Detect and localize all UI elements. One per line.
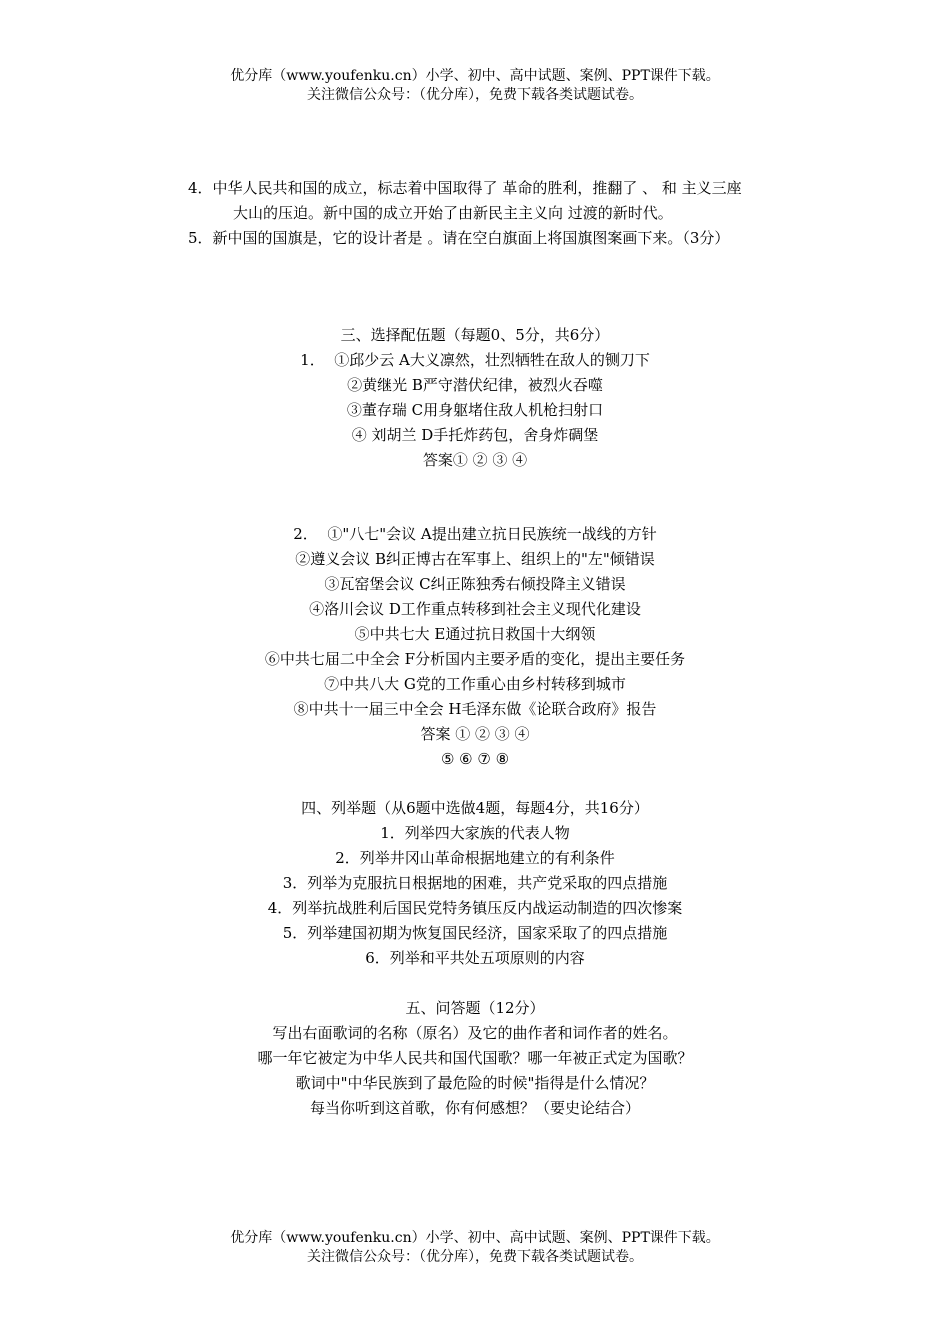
- section-3-matching-q2: [0, 522, 950, 772]
- list-item: 4．列举抗战胜利后国民党特务镇压反内战运动制造的四次惨案: [267, 899, 683, 917]
- matching-q2-line: ⑧中共十一届三中全会 H毛泽东做《论联合政府》报告: [293, 700, 657, 718]
- matching-q2-line: ④洛川会议 D工作重点转移到社会主义现代化建设: [309, 600, 641, 618]
- matching-q1-answer: 答案① ② ③ ④: [422, 451, 528, 469]
- matching-q2-line: ⑥中共七届二中全会 F分析国内主要矛盾的变化，提出主要任务: [264, 650, 686, 668]
- list-item: 6．列举和平共处五项原则的内容: [365, 949, 585, 967]
- footer-line-2: 关注微信公众号：（优分库），免费下载各类试题试卷。: [307, 1249, 643, 1265]
- section-4-enumeration: [0, 796, 950, 971]
- list-item: 5．列举建国初期为恢复国民经济，国家采取了的四点措施: [282, 924, 668, 942]
- matching-q2-line: ⑤中共七大 E通过抗日救国十大纲领: [354, 625, 596, 643]
- matching-q2-answer: ⑤ ⑥ ⑦ ⑧: [440, 750, 510, 768]
- page-footer: [0, 1229, 950, 1267]
- question-4-line-2: 大山的压迫。新中国的成立开始了由新民主主义向 过渡的新时代。: [233, 204, 673, 222]
- section-5-essay: [0, 996, 950, 1121]
- matching-q2-line: ⑦中共八大 G党的工作重心由乡村转移到城市: [324, 675, 626, 693]
- question-4-line-1: 4．中华人民共和国的成立，标志着中国取得了 革命的胜利，推翻了 、 和 主义三座: [188, 179, 742, 197]
- matching-q1-line: ②黄继光 B严守潜伏纪律，被烈火吞噬: [347, 376, 603, 394]
- matching-q1-line: 1． ①邱少云 A大义凛然，壮烈牺牲在敌人的铡刀下: [300, 351, 650, 369]
- matching-q2-answer: 答案 ① ② ③ ④: [420, 725, 530, 743]
- matching-q2-line: 2． ①"八七"会议 A提出建立抗日民族统一战线的方针: [293, 525, 657, 543]
- matching-q2-line: ②遵义会议 B纠正博古在军事上、组织上的"左"倾错误: [295, 550, 655, 568]
- header-line-1: 优分库（www.youfenku.cn）小学、初中、高中试题、案例、PPT课件下载。: [230, 68, 720, 84]
- matching-q2-line: ③瓦窑堡会议 C纠正陈独秀右倾投降主义错误: [324, 575, 626, 593]
- matching-q1-line: ④ 刘胡兰 D手托炸药包，舍身炸碉堡: [351, 426, 599, 444]
- page-header: [0, 67, 950, 105]
- matching-q1-line: ③董存瑞 C用身躯堵住敌人机枪扫射口: [346, 401, 604, 419]
- essay-line: 哪一年它被定为中华人民共和国代国歌？哪一年被正式定为国歌？: [257, 1049, 693, 1067]
- essay-line: 歌词中"中华民族到了最危险的时候"指得是什么情况？: [295, 1074, 655, 1092]
- essay-line: 每当你听到这首歌，你有何感想？（要史论结合）: [309, 1099, 640, 1117]
- section-3-matching: [0, 323, 950, 473]
- list-item: 1．列举四大家族的代表人物: [380, 824, 570, 842]
- fill-blank-questions: [188, 176, 808, 251]
- essay-line: 写出右面歌词的名称（原名）及它的曲作者和词作者的姓名。: [272, 1024, 678, 1042]
- footer-line-1: 优分库（www.youfenku.cn）小学、初中、高中试题、案例、PPT课件下载。: [230, 1230, 720, 1246]
- question-5: 5．新中国的国旗是，它的设计者是 。请在空白旗面上将国旗图案画下来。（3分）: [188, 229, 730, 247]
- section-5-title: 五、问答题（12分）: [405, 999, 545, 1017]
- section-3-title: 三、选择配伍题（每题0、5分，共6分）: [340, 326, 610, 344]
- section-4-title: 四、列举题（从6题中选做4题，每题4分，共16分）: [301, 799, 649, 817]
- list-item: 2．列举井冈山革命根据地建立的有利条件: [335, 849, 615, 867]
- header-line-2: 关注微信公众号：（优分库），免费下载各类试题试卷。: [307, 87, 643, 103]
- list-item: 3．列举为克服抗日根据地的困难，共产党采取的四点措施: [282, 874, 668, 892]
